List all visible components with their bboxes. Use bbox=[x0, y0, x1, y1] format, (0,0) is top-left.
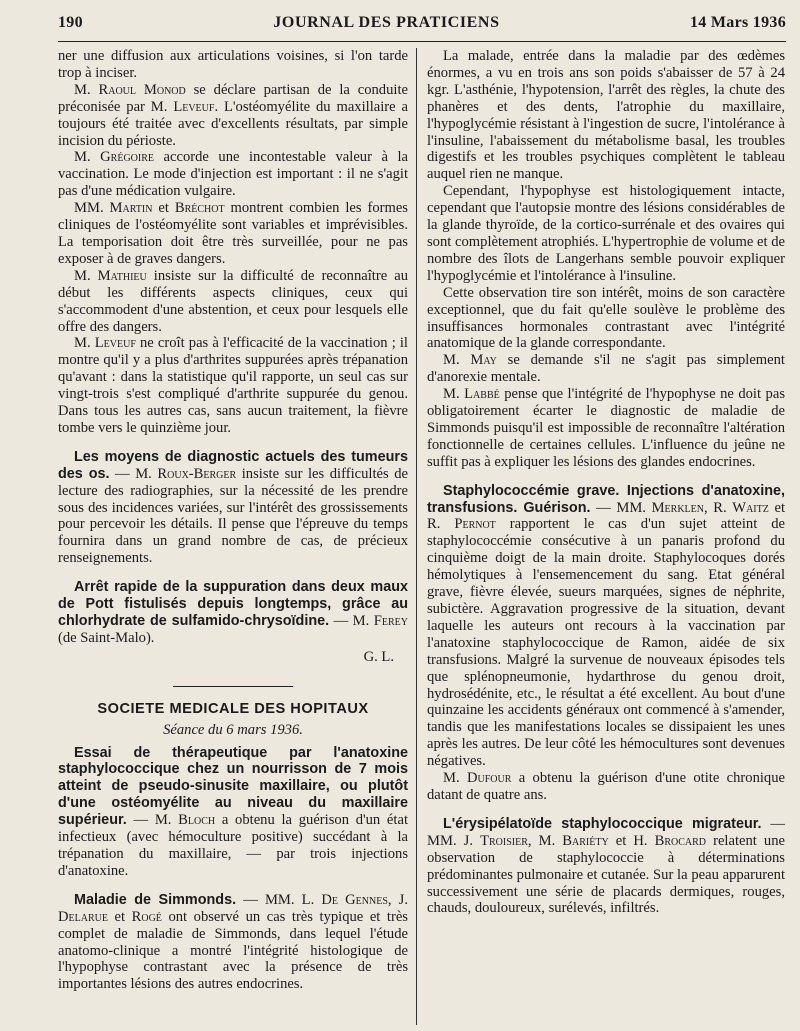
society-title: SOCIETE MEDICALE DES HOPITAUX bbox=[97, 700, 369, 717]
section-anatoxine-nourrisson: Essai de thérapeutique par l'anatoxine staphylococcique chez un nourrisson de 7 mois atteint de pseudo-sinusite maxillaire, ou plutôt d'une ostéomyélite au niveau du maxillaire supérieur. — M. Bloch a obtenu la guérison d'un état infectieux (avec hémoculture positive) succédant à la trépanation du maxillaire, — par trois injections d'anatoxine. bbox=[58, 744, 408, 879]
paragraph: M. Grégoire accorde une incontestable valeur à la vaccination. Le mode d'injection est important : il ne s'agit pas d'une médication vulgaire. bbox=[58, 149, 408, 200]
section-heading: Essai de thérapeutique par l'anatoxine staphylococcique chez un nourrisson de 7 mois atteint de pseudo-sinusite maxillaire, ou plutôt d'une ostéomyélite au niveau du maxillaire supérieur. bbox=[58, 744, 408, 829]
paragraph: Cette observation tire son intérêt, moins de son caractère exceptionnel, que du fait qu'elle soulève le problème des insuffisances hormonales contrastant avec l'intégrité anatomique de la glande correspondante. bbox=[427, 284, 785, 352]
section-separator bbox=[173, 686, 293, 687]
section-tumeurs-des-os: Les moyens de diagnostic actuels des tumeurs des os. — M. Roux-Berger insiste sur les difficultés de lecture des radiographies, sur la nécessité de les prendre sous des incidences variées, sur l'intérêt des grossissements pour percevoir les détails. Il pense que l'épreuve du temps fournira dans un grand nombre de cas, de précieux renseignements. bbox=[58, 448, 408, 567]
author-name: Pernot bbox=[454, 516, 496, 533]
author-name: Ferey bbox=[373, 613, 408, 629]
section-heading: L'érysipélatoïde staphylococcique migrateur. bbox=[443, 815, 762, 832]
section-maux-de-pott: Arrêt rapide de la suppuration dans deux maux de Pott fistulisés depuis longtemps, grâce au chlorhydrate de sulfamido-chrysoïdine. — M. Ferey (de Saint-Malo). bbox=[58, 579, 408, 646]
paragraph: M. Raoul Monod se déclare partisan de la conduite préconisée par M. Leveuf. L'ostéomyélite du maxillaire a toujours été traitée avec d'excellents résultats, par simple incision du périoste. bbox=[58, 81, 408, 149]
section-heading: Les moyens de diagnostic actuels des tumeurs des os. bbox=[58, 448, 408, 482]
author-name: Dufour bbox=[466, 770, 512, 787]
right-column bbox=[427, 48, 785, 917]
issue-date: 14 Mars 1936 bbox=[689, 14, 786, 31]
author-name: Leveuf bbox=[173, 98, 215, 115]
journal-title: JOURNAL DES PRATICIENS bbox=[273, 14, 500, 31]
paragraph: MM. Martin et Bréchot montrent combien les formes cliniques de l'ostéomyélite sont variables et imprévisibles. La temporisation doit être très surveillée, pour ne pas exposer à de graves dangers. bbox=[58, 200, 408, 267]
header-rule bbox=[58, 41, 786, 42]
column-divider bbox=[416, 48, 417, 1025]
author-name: Grégoire bbox=[100, 149, 155, 166]
author-name: Rogé bbox=[131, 908, 162, 925]
paragraph: Cependant, l'hypophyse est histologiquement intacte, cependant que l'autopsie montre des lésions considérables de la glande thyroïde, de la cortico-surrénale et des ovaires qui sont complètement atrophiés. L'hypertrophie de volume et de nombre des îlots de Langerhans semble pouvoir expliquer l'hypoglycémie et l'intolérance à l'insuline. bbox=[427, 183, 785, 284]
page-number: 190 bbox=[58, 14, 83, 31]
paragraph: ner une diffusion aux articulations voisines, si l'on tarde trop à inciser. bbox=[58, 48, 408, 81]
section-staphylococcemie: Staphylococcémie grave. Injections d'anatoxine, transfusions. Guérison. — MM. Merklen, R. Waitz et R. Pernot rapportent le cas d'un sujet atteint de staphylococcémie consécutive à un panaris profond du cinquième doigt de la main droite. Staphylocoques dorés hémolytiques à l'ensemencement du sang. Etat général grave, fièvre élevée, sueurs marquées, signes de néphrite, subictère. Aggravation progressive de la situation, devant laquelle les auteurs ont recours à la vaccination par l'anatoxine staphylococcique de Ramon, aidée de six transfusions. Malgré la survenue de nouveaux épisodes tels que splénopneumonie, hydarthrose du genou droit, hydrosédénite, etc., le résultat a été excellent. Au bout d'une quinzaine les accidents généraux ont commencé à s'amender, tandis que les manifestations locales se dissipaient les unes après les autres. De leur côté les hémocultures sont devenues négatives. bbox=[427, 482, 786, 770]
paragraph: M. Dufour a obtenu la guérison d'une otite chronique datant de quatre ans. bbox=[427, 770, 785, 803]
author-name: Delarue bbox=[58, 908, 108, 925]
author-name: Bréchot bbox=[174, 200, 225, 217]
author-name: Raoul Monod bbox=[98, 81, 186, 98]
paragraph: La malade, entrée dans la maladie par des œdèmes énormes, a vu en trois ans son poids s'abaisser de 57 à 24 kgr. L'asthénie, l'hypotension, l'arrêt des règles, la chute des phanères et des dents, l'atrophie du maxillaire, l'hypoglycémie résistant à l'ingestion de sucre, l'intolérance à l'insuline, l'abaissement du métabolisme basal, les troubles digestifs et les troubles psychiques complètent le tableau auquel rien ne manque. bbox=[427, 48, 785, 183]
signature: G. L. bbox=[363, 648, 394, 665]
paragraph: M. Labbé pense que l'intégrité de l'hypophyse ne doit pas obligatoirement écarter le diagnostic de maladie de Simmonds puisqu'il est impossible de reconnaître l'altération fonctionnelle de certaines cellules. L'influence du jeûne ne suffit pas à expliquer les lésions des glandes endocrines. bbox=[427, 386, 786, 470]
paragraph: M. Mathieu insiste sur la difficulté de reconnaître au début les différents aspects cliniques, ceux qui s'accommodent d'une abstention, et ceux pour lesquels elle offre des dangers. bbox=[58, 267, 408, 335]
paragraph: M. Leveuf ne croît pas à l'efficacité de la vaccination ; il montre qu'il y a plus d'arthrites suppurées après trépanation qu'avant : dans la statistique qu'il rapporte, un seul cas sur vingt-trois s'est compliqué d'arthrite suppurée du genou. Dans tous les autres cas, sans aucun traitement, la fièvre tombe vers le quinzième jour. bbox=[58, 335, 408, 436]
left-column bbox=[58, 48, 408, 993]
author-name: Brocard bbox=[654, 832, 707, 849]
author-name: Roux-Berger bbox=[157, 465, 237, 482]
section-heading: Maladie de Simmonds. bbox=[74, 891, 237, 908]
author-name: Labbé bbox=[464, 386, 500, 403]
author-name: Mathieu bbox=[97, 267, 147, 284]
section-erysipelatoide: L'érysipélatoïde staphylococcique migrateur. — MM. J. Troisier, M. Bariéty et H. Brocard relatent une observation de staphylococcie à déterminations prédominantes pulmonaire et cutanée. Sur la peau apparurent successivement une série de placards dermiques, rouges, chauds, douloureux, surélevés, infiltrés. bbox=[427, 815, 785, 917]
section-heading: Staphylococcémie grave. Injections d'anatoxine, transfusions. Guérison. bbox=[427, 482, 785, 516]
paragraph: M. May se demande s'il ne s'agit pas simplement d'anorexie mentale. bbox=[427, 352, 785, 386]
author-name: Waitz bbox=[732, 499, 769, 516]
author-name: Merklen bbox=[651, 499, 704, 516]
author-name: Bariéty bbox=[562, 832, 609, 849]
section-maladie-de-simmonds: Maladie de Simmonds. — MM. L. De Gennes, J. Delarue et Rogé ont observé un cas très typique et très complet de maladie de Simmonds, dans lequel l'étude anatomo-clinique a montré l'intégrité histologique de l'hypophyse contrastant avec la présence de très importantes lésions des autres endocrines. bbox=[58, 891, 409, 993]
author-name: May bbox=[470, 352, 497, 369]
author-name: Leveuf bbox=[94, 335, 136, 352]
author-name: De Gennes bbox=[321, 891, 388, 908]
seance-date: Séance du 6 mars 1936. bbox=[163, 721, 303, 738]
author-name: Bloch bbox=[178, 812, 216, 829]
section-heading: Arrêt rapide de la suppuration dans deux maux de Pott fistulisés depuis longtemps, grâce au chlorhydrate de sulfamido-chrysoïdine. bbox=[58, 579, 408, 629]
page-header bbox=[58, 14, 786, 40]
author-name: Martin bbox=[109, 200, 153, 217]
author-name: Troisier bbox=[480, 832, 528, 849]
